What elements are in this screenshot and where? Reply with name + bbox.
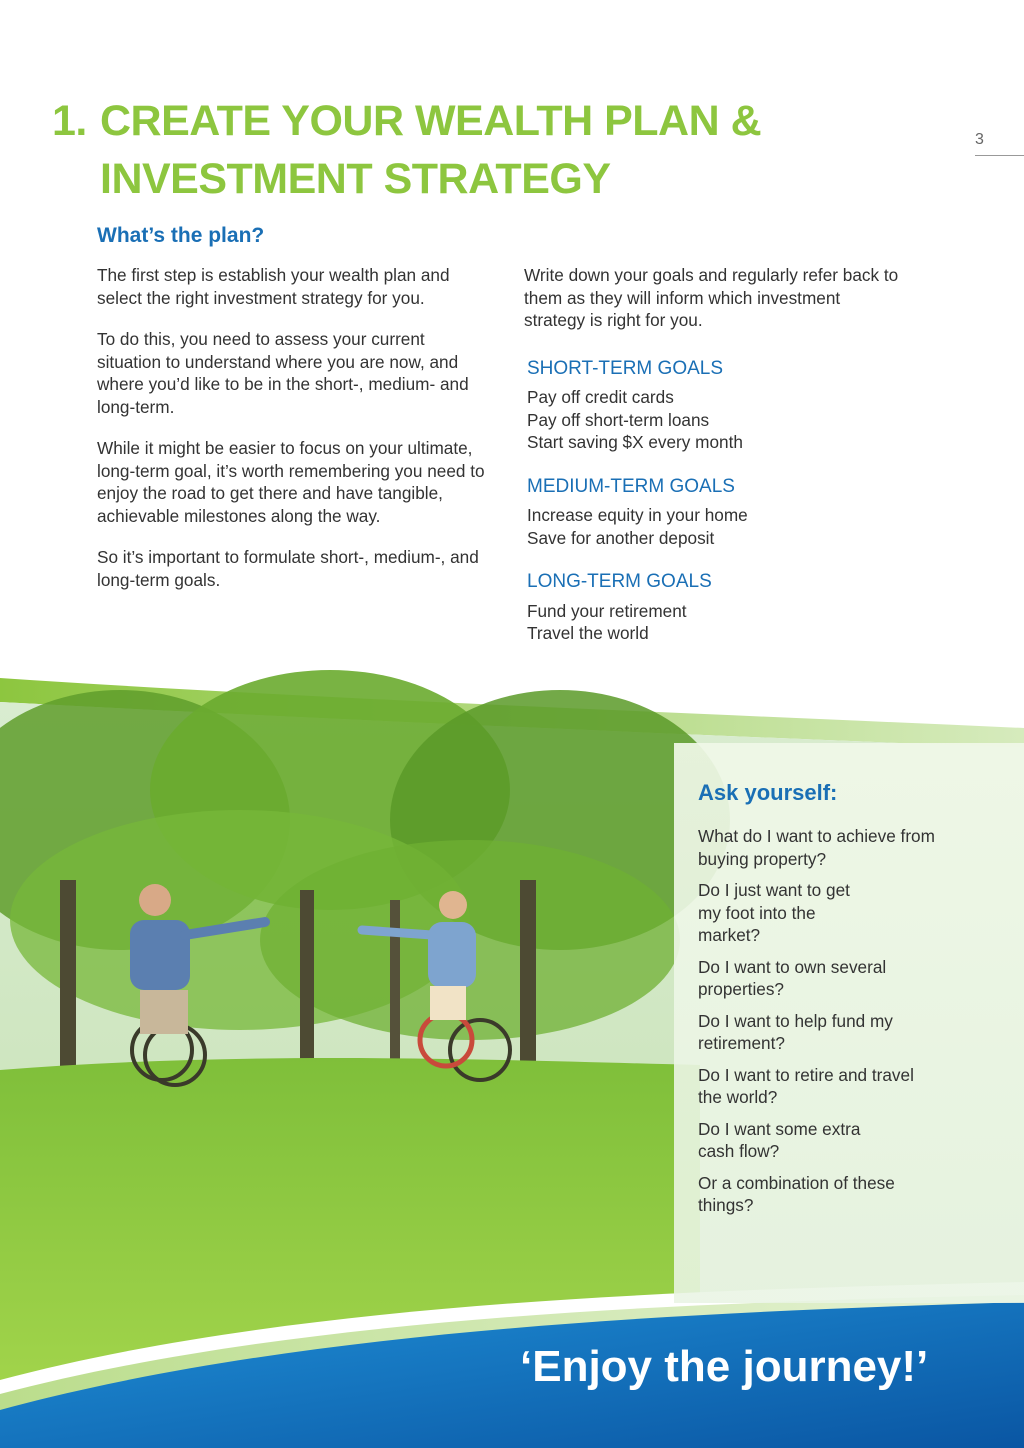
list-item: Pay off credit cards xyxy=(527,387,674,407)
list-item: What do I want to achieve from buying property? xyxy=(698,826,935,869)
left-column xyxy=(97,264,492,610)
plan-subheading: What’s the plan? xyxy=(97,224,265,247)
long-term-goals-heading: LONG-TERM GOALS xyxy=(527,571,712,592)
paragraph: While it might be easier to focus on your ultimate, long-term goal, it’s worth remembering you need to enjoy the road to get there and have tangible, achievable milestones along the way. xyxy=(97,438,485,526)
list-item: Increase equity in your home xyxy=(527,505,748,525)
tree-trunk xyxy=(520,880,536,1080)
tree-trunk xyxy=(300,890,314,1080)
list-item: Travel the world xyxy=(527,623,649,643)
list-item: Fund your retirement xyxy=(527,600,687,621)
paragraph: So it’s important to formulate short-, medium-, and long-term goals. xyxy=(97,547,479,590)
short-term-goals-heading: SHORT-TERM GOALS xyxy=(527,357,724,379)
right-column xyxy=(524,264,904,667)
page-title xyxy=(52,92,761,208)
ask-yourself-list xyxy=(698,825,958,1226)
list-item: Pay off short-term loans xyxy=(527,409,710,430)
title-line-2: INVESTMENT STRATEGY xyxy=(100,155,611,203)
title-number: 1. xyxy=(52,97,87,145)
list-item: Do I want to retire and travel the world? xyxy=(698,1064,914,1107)
list-item: Do I want to help fund my retirement? xyxy=(698,1010,893,1053)
short-term-goals-list xyxy=(527,386,904,454)
tagline: ‘Enjoy the journey!’ xyxy=(520,1342,929,1391)
list-item: Or a combination of these things? xyxy=(698,1172,895,1215)
ask-yourself-title: Ask yourself: xyxy=(698,780,838,805)
paragraph: To do this, you need to assess your current situation to understand where you are now, and where you’d like to be in the short-, medium- and long-term. xyxy=(97,329,469,417)
tree-trunk xyxy=(390,900,400,1070)
list-item: Do I just want to get my foot into the market? xyxy=(698,880,850,945)
goals-intro: Write down your goals and regularly refer back to them as they will inform which investment strategy is right for you. xyxy=(524,265,899,330)
long-term-goals-list xyxy=(527,600,904,645)
tree-trunk xyxy=(60,880,76,1080)
page-number: 3 xyxy=(975,131,1024,156)
list-item: Do I want some extra cash flow? xyxy=(698,1118,861,1161)
list-item: Save for another deposit xyxy=(527,527,715,548)
title-line-1: CREATE YOUR WEALTH PLAN & xyxy=(100,97,762,145)
medium-term-goals-list xyxy=(527,504,904,549)
paragraph: The first step is establish your wealth plan and select the right investment strategy for you. xyxy=(97,265,450,308)
list-item: Start saving $X every month xyxy=(527,432,743,452)
list-item: Do I want to own several properties? xyxy=(698,956,887,999)
medium-term-goals-heading: MEDIUM-TERM GOALS xyxy=(527,475,735,497)
